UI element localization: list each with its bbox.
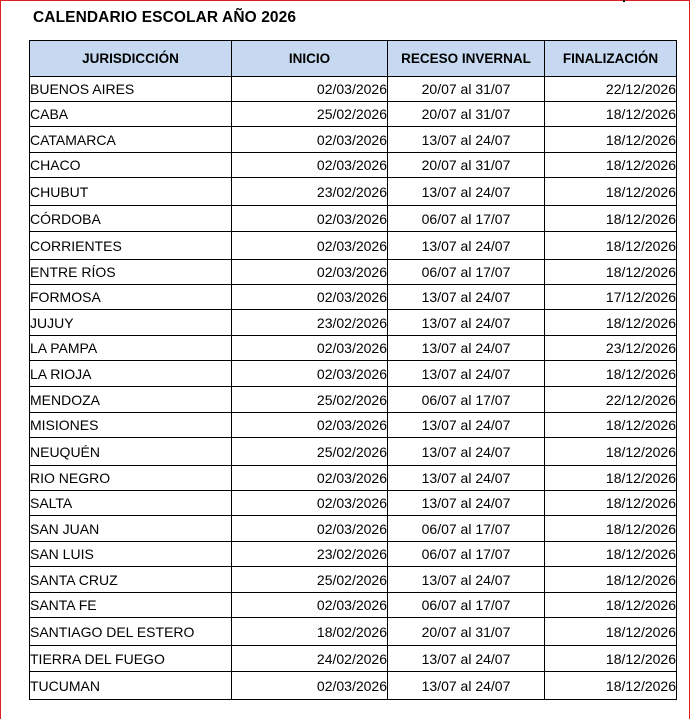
cell-jurisdiccion: MISIONES (30, 413, 232, 438)
page-corner-mark (623, 0, 625, 2)
cell-receso-invernal: 13/07 al 24/07 (388, 413, 545, 438)
table-header-row (30, 41, 677, 77)
cell-receso-invernal: 06/07 al 17/07 (388, 542, 545, 567)
cell-finalizacion: 18/12/2026 (545, 206, 677, 232)
cell-jurisdiccion: TIERRA DEL FUEGO (30, 646, 232, 672)
cell-inicio: 18/02/2026 (232, 618, 388, 646)
table-row (30, 593, 677, 618)
cell-inicio: 02/03/2026 (232, 491, 388, 516)
cell-inicio: 23/02/2026 (232, 310, 388, 336)
cell-finalizacion: 18/12/2026 (545, 567, 677, 593)
cell-inicio: 02/03/2026 (232, 336, 388, 361)
cell-inicio: 24/02/2026 (232, 646, 388, 672)
cell-jurisdiccion: JUJUY (30, 310, 232, 336)
cell-inicio: 02/03/2026 (232, 466, 388, 491)
cell-jurisdiccion: LA PAMPA (30, 336, 232, 361)
cell-receso-invernal: 13/07 al 24/07 (388, 672, 545, 700)
cell-receso-invernal: 06/07 al 17/07 (388, 260, 545, 285)
cell-jurisdiccion: SANTIAGO DEL ESTERO (30, 618, 232, 646)
cell-inicio: 02/03/2026 (232, 361, 388, 387)
cell-jurisdiccion: SANTA FE (30, 593, 232, 618)
cell-receso-invernal: 13/07 al 24/07 (388, 285, 545, 310)
table-row (30, 567, 677, 593)
cell-receso-invernal: 13/07 al 24/07 (388, 178, 545, 206)
cell-receso-invernal: 20/07 al 31/07 (388, 77, 545, 102)
cell-finalizacion: 18/12/2026 (545, 413, 677, 438)
cell-finalizacion: 18/12/2026 (545, 672, 677, 700)
cell-finalizacion: 18/12/2026 (545, 438, 677, 466)
cell-jurisdiccion: NEUQUÉN (30, 438, 232, 466)
cell-finalizacion: 18/12/2026 (545, 516, 677, 542)
table-row (30, 387, 677, 413)
cell-finalizacion: 23/12/2026 (545, 336, 677, 361)
table-row (30, 413, 677, 438)
cell-inicio: 25/02/2026 (232, 438, 388, 466)
table-row (30, 491, 677, 516)
cell-inicio: 02/03/2026 (232, 672, 388, 700)
cell-jurisdiccion: RIO NEGRO (30, 466, 232, 491)
cell-jurisdiccion: BUENOS AIRES (30, 77, 232, 102)
cell-inicio: 02/03/2026 (232, 516, 388, 542)
cell-receso-invernal: 13/07 al 24/07 (388, 567, 545, 593)
cell-inicio: 02/03/2026 (232, 285, 388, 310)
table-row (30, 310, 677, 336)
cell-receso-invernal: 13/07 al 24/07 (388, 336, 545, 361)
cell-jurisdiccion: CORRIENTES (30, 232, 232, 260)
table-row (30, 285, 677, 310)
table-row (30, 336, 677, 361)
cell-jurisdiccion: FORMOSA (30, 285, 232, 310)
table-row (30, 618, 677, 646)
cell-receso-invernal: 13/07 al 24/07 (388, 438, 545, 466)
cell-receso-invernal: 13/07 al 24/07 (388, 232, 545, 260)
cell-jurisdiccion: TUCUMAN (30, 672, 232, 700)
cell-receso-invernal: 13/07 al 24/07 (388, 361, 545, 387)
cell-inicio: 02/03/2026 (232, 232, 388, 260)
cell-jurisdiccion: ENTRE RÍOS (30, 260, 232, 285)
cell-jurisdiccion: SALTA (30, 491, 232, 516)
cell-receso-invernal: 13/07 al 24/07 (388, 127, 545, 153)
cell-finalizacion: 17/12/2026 (545, 285, 677, 310)
table-row (30, 646, 677, 672)
cell-finalizacion: 18/12/2026 (545, 491, 677, 516)
cell-receso-invernal: 06/07 al 17/07 (388, 387, 545, 413)
cell-receso-invernal: 13/07 al 24/07 (388, 491, 545, 516)
cell-finalizacion: 18/12/2026 (545, 102, 677, 127)
cell-receso-invernal: 13/07 al 24/07 (388, 310, 545, 336)
column-header-finalizacion: FINALIZACIÓN (545, 41, 677, 77)
table-row (30, 361, 677, 387)
cell-finalizacion: 18/12/2026 (545, 260, 677, 285)
cell-inicio: 02/03/2026 (232, 153, 388, 178)
table-row (30, 466, 677, 491)
cell-inicio: 02/03/2026 (232, 127, 388, 153)
table-row (30, 542, 677, 567)
cell-jurisdiccion: SAN LUIS (30, 542, 232, 567)
cell-jurisdiccion: SAN JUAN (30, 516, 232, 542)
cell-finalizacion: 18/12/2026 (545, 310, 677, 336)
cell-receso-invernal: 20/07 al 31/07 (388, 618, 545, 646)
school-calendar-table (29, 40, 677, 700)
cell-finalizacion: 22/12/2026 (545, 387, 677, 413)
cell-finalizacion: 18/12/2026 (545, 232, 677, 260)
table-row (30, 178, 677, 206)
cell-inicio: 02/03/2026 (232, 260, 388, 285)
cell-receso-invernal: 06/07 al 17/07 (388, 206, 545, 232)
table-row (30, 102, 677, 127)
cell-jurisdiccion: MENDOZA (30, 387, 232, 413)
cell-finalizacion: 18/12/2026 (545, 127, 677, 153)
cell-inicio: 02/03/2026 (232, 77, 388, 102)
table-row (30, 260, 677, 285)
table-row (30, 127, 677, 153)
cell-finalizacion: 18/12/2026 (545, 618, 677, 646)
cell-finalizacion: 18/12/2026 (545, 593, 677, 618)
cell-finalizacion: 18/12/2026 (545, 542, 677, 567)
cell-inicio: 02/03/2026 (232, 206, 388, 232)
column-header-jurisdiccion: JURISDICCIÓN (30, 41, 232, 77)
cell-receso-invernal: 13/07 al 24/07 (388, 466, 545, 491)
cell-finalizacion: 22/12/2026 (545, 77, 677, 102)
cell-inicio: 02/03/2026 (232, 593, 388, 618)
cell-inicio: 23/02/2026 (232, 178, 388, 206)
cell-jurisdiccion: SANTA CRUZ (30, 567, 232, 593)
cell-jurisdiccion: CHACO (30, 153, 232, 178)
cell-receso-invernal: 20/07 al 31/07 (388, 102, 545, 127)
cell-finalizacion: 18/12/2026 (545, 466, 677, 491)
cell-jurisdiccion: CATAMARCA (30, 127, 232, 153)
column-header-inicio: INICIO (232, 41, 388, 77)
cell-inicio: 25/02/2026 (232, 387, 388, 413)
column-header-receso-invernal: RECESO INVERNAL (388, 41, 545, 77)
table-row (30, 672, 677, 700)
cell-jurisdiccion: LA RIOJA (30, 361, 232, 387)
cell-receso-invernal: 06/07 al 17/07 (388, 516, 545, 542)
cell-finalizacion: 18/12/2026 (545, 361, 677, 387)
cell-finalizacion: 18/12/2026 (545, 178, 677, 206)
table-row (30, 206, 677, 232)
table-row (30, 77, 677, 102)
cell-jurisdiccion: CÓRDOBA (30, 206, 232, 232)
table-row (30, 153, 677, 178)
table-row (30, 232, 677, 260)
cell-receso-invernal: 20/07 al 31/07 (388, 153, 545, 178)
cell-receso-invernal: 13/07 al 24/07 (388, 646, 545, 672)
cell-finalizacion: 18/12/2026 (545, 153, 677, 178)
cell-inicio: 25/02/2026 (232, 102, 388, 127)
cell-jurisdiccion: CHUBUT (30, 178, 232, 206)
page-title: CALENDARIO ESCOLAR AÑO 2026 (33, 9, 297, 26)
table-row (30, 516, 677, 542)
cell-finalizacion: 18/12/2026 (545, 646, 677, 672)
table-row (30, 438, 677, 466)
cell-inicio: 23/02/2026 (232, 542, 388, 567)
cell-inicio: 02/03/2026 (232, 413, 388, 438)
cell-inicio: 25/02/2026 (232, 567, 388, 593)
cell-jurisdiccion: CABA (30, 102, 232, 127)
cell-receso-invernal: 06/07 al 17/07 (388, 593, 545, 618)
